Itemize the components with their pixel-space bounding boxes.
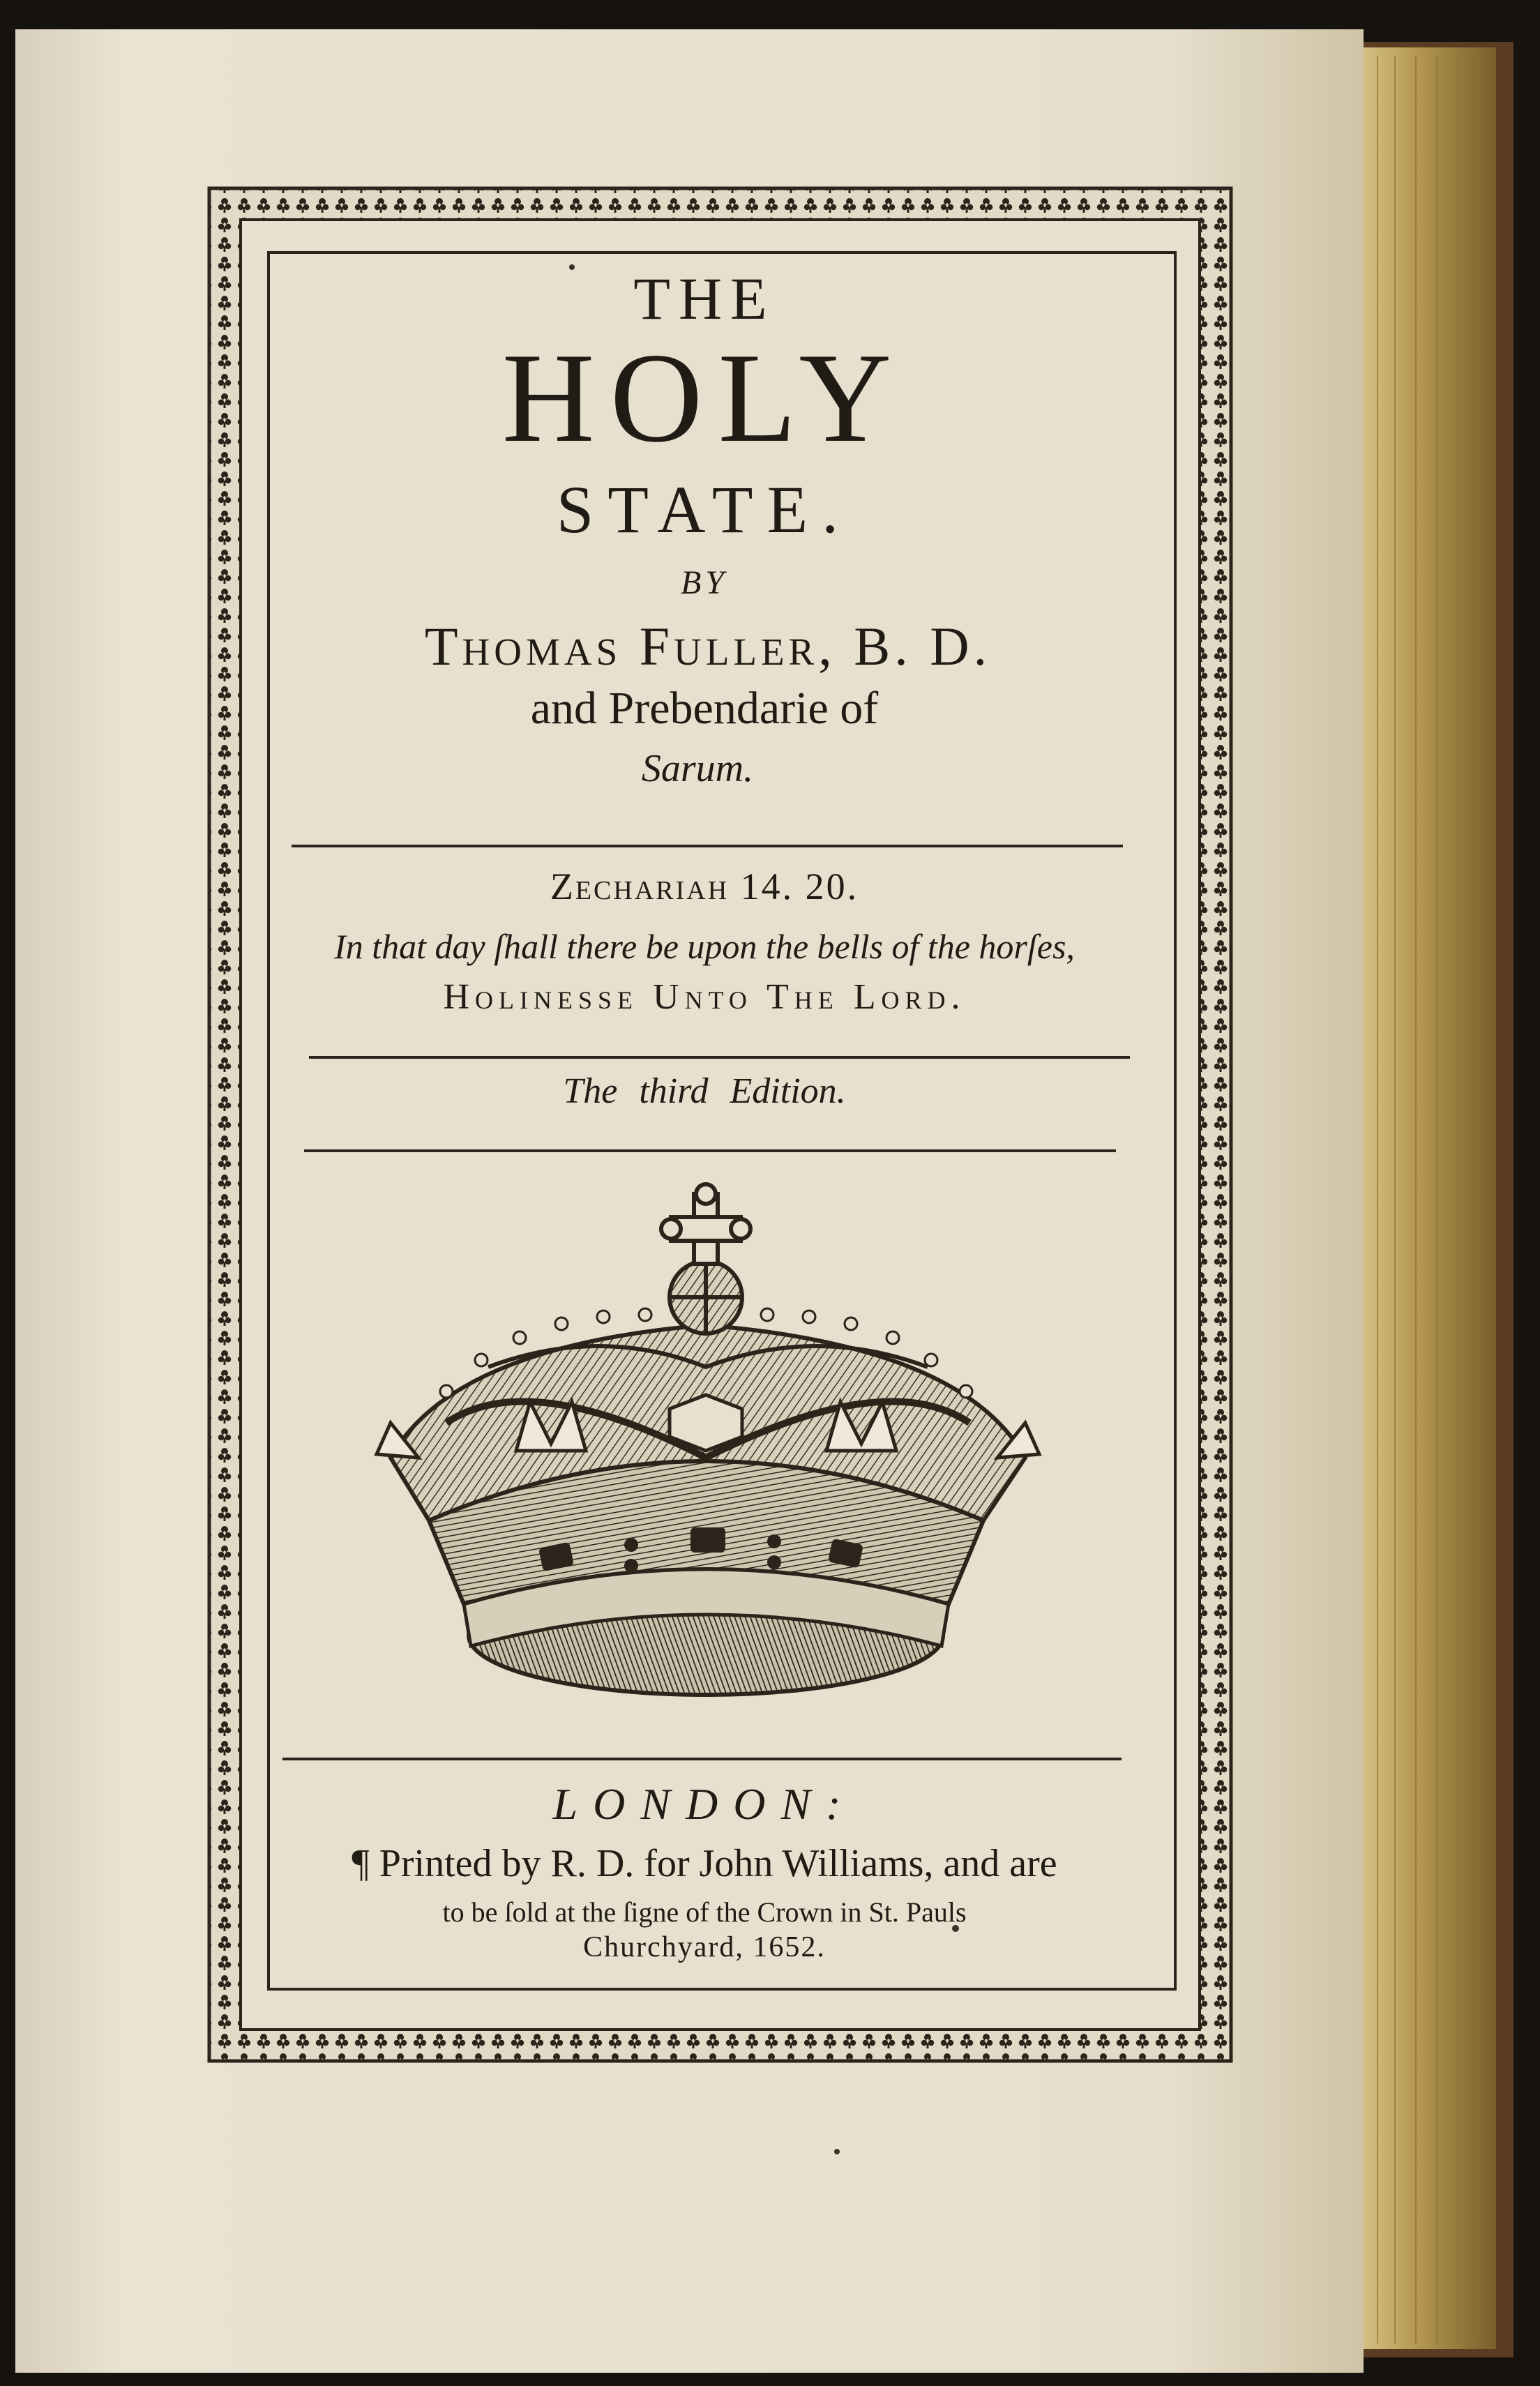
by-line: BY	[680, 564, 728, 601]
epigraph-text: In that day ſhall there be upon the bells of the horſes,	[334, 927, 1075, 966]
title-the: THE	[633, 265, 776, 332]
edition-note: The third Edition.	[563, 1071, 846, 1111]
imprint-city: LONDON:	[552, 1779, 856, 1829]
imprint-printer: ¶ Printed by R. D. for John Williams, and are	[352, 1842, 1057, 1885]
title-holy: HOLY	[501, 326, 907, 469]
author-name: Thomas Fuller, B. D.	[424, 616, 992, 677]
imprint-date: Churchyard, 1652.	[583, 1931, 826, 1963]
author-office: and Prebendarie of	[530, 683, 879, 734]
author-place: Sarum.	[641, 747, 754, 790]
imprint-sale: to be ſold at the ſigne of the Crown in St. Pauls	[442, 1896, 967, 1928]
title-state: STATE.	[556, 472, 853, 547]
epigraph-motto: Holinesse Unto The Lord.	[443, 977, 966, 1017]
epigraph-reference: Zechariah 14. 20.	[550, 866, 859, 907]
page-edges	[1357, 42, 1513, 2357]
